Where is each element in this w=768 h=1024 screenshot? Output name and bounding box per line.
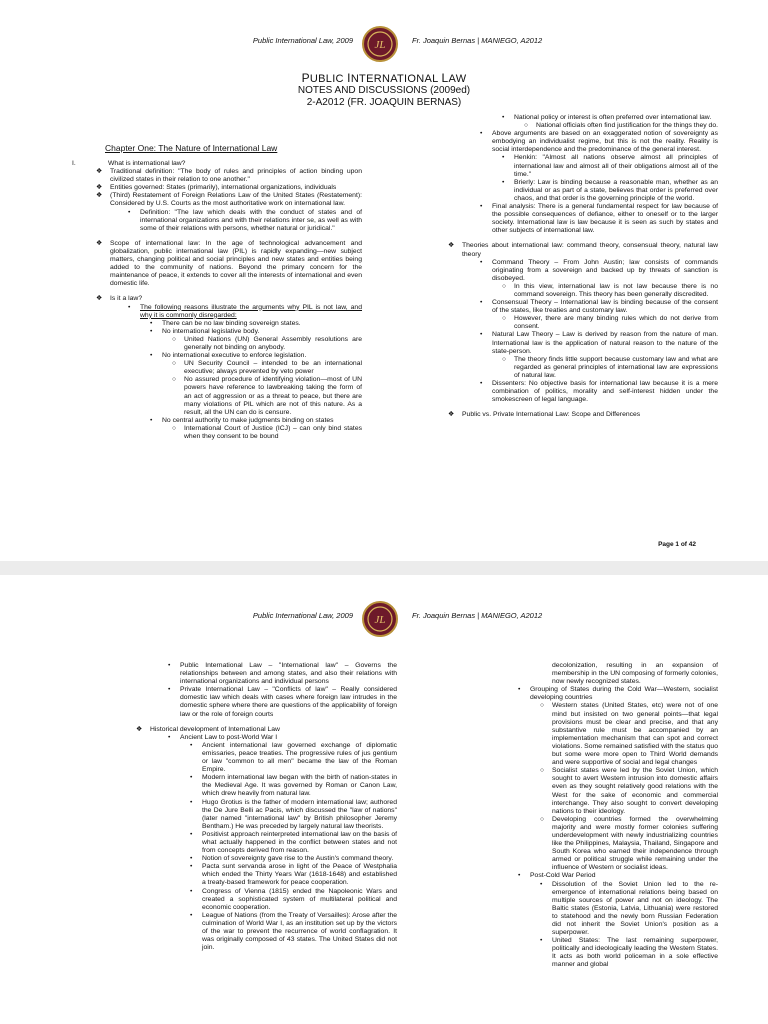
bullet-marker: • [128, 303, 131, 311]
outline-text: No international legislative body. [162, 327, 260, 335]
outline-text: No central authority to make judgments binding on states [162, 416, 334, 424]
outline-text: UN Security Council – intended to be an international executive; always prevented by veto power [184, 360, 362, 376]
outline-item [72, 376, 362, 416]
outline-item [72, 352, 362, 360]
bullet-marker: • [518, 686, 521, 694]
outline-text: Grouping of States during the Cold War—Western, socialist developing countries [530, 686, 718, 702]
bullet-marker: ❖ [448, 411, 455, 419]
outline-text: What is international law? [108, 160, 186, 167]
outline-text: Congress of Vienna (1815) ended the Napoleonic Wars and created a sophisticated system of multilateral political and economic cooperation. [202, 887, 397, 911]
page1-right-column [424, 114, 718, 419]
outline-item [424, 356, 718, 380]
bullet-marker: • [480, 331, 483, 339]
bullet-marker: ○ [540, 767, 545, 775]
bullet-marker: • [150, 319, 153, 327]
outline-item [72, 360, 362, 376]
bullet-marker: • [518, 872, 521, 880]
bullet-marker: • [190, 855, 193, 863]
outline-text: No assured procedure of identifying violation—most of UN powers have reference to lawbreaking taking the form of an act of aggression or as a threat to peace, but there are many violations of PIL which are not of this nature. As a result, all the UN can do is censure. [184, 376, 362, 416]
outline-item [72, 304, 362, 320]
outline-item [424, 154, 718, 178]
outline-text: In this view, international law is not law because there is no command sovereign. This theory has been generally discredited. [514, 282, 718, 298]
bullet-marker: • [540, 880, 543, 888]
chapter-heading: Chapter One: The Nature of International Law [105, 143, 278, 153]
outline-text: Henkin: "Almost all nations observe almost all principles of international law and almost all of their obligations almost all of the time." [514, 154, 718, 178]
outline-text: Brierly: Law is binding because a reasonable man, whether as an individual or as part of a state, believes that order is preferred over chaos, and that order is the governing principle of the world. [514, 178, 718, 202]
outline-item [112, 831, 397, 855]
spacer [112, 719, 397, 726]
outline-text: Hugo Grotius is the father of modern international law; authored the De Jure Belli ac Pacis, which discussed the "law of nations" (later named "international law" by British philosopher Jeremy Bentham.) He was preceded by largely natural law theorists. [202, 798, 397, 830]
outline-item [72, 336, 362, 352]
header-right: Fr. Joaquin Bernas | MANIEGO, A2012 [412, 611, 543, 620]
bullet-marker: • [190, 911, 193, 919]
outline-text: Definition: "The law which deals with the conduct of states and of international organizations and with their relations inter se, as well as with some of their relations with persons, whether natural or juridical." [140, 208, 362, 232]
outline-text: United States: The last remaining superpower, politically and ideologically leading the Western States. It acts as both world policeman in a sole effective manner and global [552, 937, 718, 969]
outline-text: Final analysis: There is a general fundamental respect for law because of the possible consequences of defiance, either to oneself or to the larger society. International law is law because it is seen as such by states and other subjects of international law. [492, 203, 718, 235]
outline-item [72, 209, 362, 233]
bullet-marker: ❖ [448, 242, 455, 250]
document-title [0, 71, 768, 109]
outline-text: National officials often find justification for the things they do. [536, 122, 718, 130]
outline-text: Socialist states were led by the Soviet Union, which sought to avert Western intrusion into domestic affairs even as they sought relatively good relations with the West for the sake of economic and commercial interchange. They also sought to convert developing nations to their ideology. [552, 767, 718, 815]
bullet-marker: ○ [502, 282, 507, 290]
bullet-marker: ○ [540, 815, 545, 823]
outline-item [424, 380, 718, 404]
outline-item [462, 816, 718, 873]
bullet-marker: ○ [172, 335, 177, 343]
outline-text: Natural Law Theory – Law is derived by reason from the nature of man. International law is the application of natural reason to the nature of the state-person. [492, 331, 718, 355]
outline-text: The following reasons illustrate the arguments why PIL is not law, and why it is commonly disregarded: [140, 303, 362, 319]
page-2 [0, 575, 768, 1024]
bullet-marker: • [502, 178, 505, 186]
outline-item [72, 168, 362, 184]
outline-text: Private International Law – "Conflicts of law" – Really considered domestic law which deals with cases where foreign law intrudes in the domestic sphere where there are questions of the applicability of foreign law or the role of foreign courts [180, 686, 397, 718]
outline-text: Consensual Theory – International law is binding because of the consent of the states, like treaties and customary law. [492, 299, 718, 315]
outline-item [424, 411, 718, 419]
bullet-marker: • [128, 208, 131, 216]
outline-text: Notion of sovereignty gave rise to the Austin's command theory. [202, 855, 394, 863]
school-seal-icon [362, 601, 398, 637]
outline-text: Western states (United States, etc) were not of one mind but insisted on two general points—that legal provisions must be clear and precise, and that any substantive rule must be accompanied by an implementation mechanism that can spot and correct violations. Some remained satisfied with the status quo but some were more open to Third World demands and were supportive of social and legal changes [552, 702, 718, 767]
outline-item [72, 320, 362, 328]
outline-text: The theory finds little support because customary law and what are regarded as general principles of international law are expressions of natural law. [514, 355, 718, 379]
outline-text: Historical development of International Law [150, 725, 280, 733]
outline-item [424, 331, 718, 355]
outline-text: There can be no law binding sovereign states. [162, 319, 301, 327]
outline-text: Entities governed: States (primarily), international organizations, individuals [110, 184, 337, 192]
outline-text: Modern international law began with the birth of nation-states in the Medieval Age. It was governed by Roman or Canon Law, which drew heavily from natural law. [202, 774, 397, 798]
spacer [424, 404, 718, 411]
bullet-marker: ○ [172, 424, 177, 432]
bullet-marker [540, 662, 552, 686]
spacer [424, 235, 718, 242]
bullet-marker: • [480, 258, 483, 266]
outline-text: Is it a law? [110, 295, 143, 303]
bullet-marker: • [502, 154, 505, 162]
outline-text: Traditional definition: "The body of rules and principles of action binding upon civilized states in their relation to one another." [110, 168, 362, 184]
page-header [0, 601, 768, 641]
outline-item [72, 417, 362, 425]
outline-item [462, 767, 718, 816]
bullet-marker: I. [72, 160, 76, 167]
bullet-marker: ○ [502, 315, 507, 323]
outline-text: National policy or interest is often preferred over international law. [514, 114, 712, 121]
bullet-marker: ○ [172, 376, 177, 384]
page2-right-column [462, 662, 718, 970]
bullet-marker: • [150, 416, 153, 424]
outline-item [112, 774, 397, 798]
outline-text: Public International Law – "International law" – Governs the relationships between and among states, and also their relations with international organizations and individual persons [180, 662, 397, 686]
outline-item [112, 686, 397, 718]
outline-item [462, 872, 718, 880]
bullet-marker: • [190, 887, 193, 895]
bullet-marker: • [168, 733, 171, 741]
bullet-marker: • [480, 203, 483, 211]
outline-item [72, 192, 362, 208]
outline-text: United Nations (UN) General Assembly resolutions are generally not binding on anybody. [184, 335, 362, 351]
bullet-marker: • [502, 114, 505, 121]
bullet-marker: • [480, 380, 483, 387]
outline-item [424, 242, 718, 258]
outline-item [112, 726, 397, 734]
outline-item [112, 734, 397, 742]
svg-text:JL: JL [374, 39, 386, 51]
school-seal-icon [362, 26, 398, 62]
outline-item [112, 863, 397, 887]
outline-item [462, 662, 718, 686]
page1-left-column [72, 160, 362, 441]
bullet-marker: • [190, 830, 193, 838]
bullet-marker: • [150, 327, 153, 335]
bullet-marker: • [540, 937, 543, 945]
outline-text: Dissolution of the Soviet Union led to the re-emergence of international relations being based on multiple sources of power and not on ideology. The Baltic states (Estonia, Latvia, Lithuania) were restored to statehood and the newly born Russian Federation did not inherit the Soviet Union's position as a superpower. [552, 880, 718, 937]
outline-item [72, 184, 362, 192]
outline-item [112, 855, 397, 863]
page-footer: Page 1 of 42 [658, 541, 696, 548]
bullet-marker: • [190, 798, 193, 806]
outline-text: decolonization, resulting in an expansion of membership in the UN composing of formerly colonies, now newly recognized states. [552, 662, 718, 686]
bullet-marker: ❖ [96, 192, 103, 200]
outline-item [424, 114, 718, 122]
bullet-marker: ○ [540, 702, 545, 710]
header-left: Public International Law, 2009 [252, 36, 353, 45]
svg-text:JL: JL [374, 614, 386, 626]
header-left: Public International Law, 2009 [252, 611, 353, 620]
outline-text: However, there are many binding rules which do not derive from consent. [514, 315, 718, 331]
bullet-marker: ❖ [136, 725, 143, 733]
page-gap [0, 561, 768, 575]
bullet-marker: • [480, 299, 483, 307]
header-right: Fr. Joaquin Bernas | MANIEGO, A2012 [412, 36, 543, 45]
outline-item [462, 881, 718, 938]
bullet-marker: • [168, 662, 171, 669]
outline-item [72, 160, 362, 168]
spacer [72, 233, 362, 240]
page-header [0, 26, 768, 66]
outline-text: Command Theory – From John Austin; law consists of commands originating from a sovereign and backed up by threats of sanction is disobeyed. [492, 258, 718, 282]
outline-item [424, 122, 718, 130]
outline-item [424, 259, 718, 283]
outline-item [424, 179, 718, 203]
outline-text: (Third) Restatement of Foreign Relations Law of the United States (Restatement): Considered by U.S. Courts as the most authoritative work on international law. [110, 192, 362, 208]
outline-text: Dissenters: No objective basis for international law because it is a mere combination of politics, morality and self-interest hidden under the smokescreen of legal language. [492, 380, 718, 404]
outline-text: Above arguments are based on an exaggerated notion of sovereignty as embodying an individualist regime, but this is not the reality. Reality is social interdependence and the predominance of the general interest. [492, 130, 718, 154]
outline-item [72, 328, 362, 336]
outline-item [112, 662, 397, 686]
outline-item [112, 799, 397, 831]
outline-item [424, 283, 718, 299]
outline-item [424, 130, 718, 154]
bullet-marker: • [168, 686, 171, 694]
bullet-marker: ❖ [96, 239, 103, 247]
outline-item [112, 742, 397, 774]
bullet-marker: ❖ [96, 184, 103, 192]
bullet-marker: ○ [502, 355, 507, 363]
bullet-marker: • [190, 741, 193, 749]
outline-text: Theories about international law: command theory, consensual theory, natural law theory [462, 242, 718, 258]
title-line-2: NOTES AND DISCUSSIONS (2009ed) [297, 85, 471, 96]
bullet-marker: ○ [172, 360, 177, 368]
bullet-marker: • [190, 863, 193, 871]
outline-item [112, 912, 397, 952]
outline-item [462, 702, 718, 767]
bullet-marker: • [150, 352, 153, 360]
outline-item [424, 299, 718, 315]
outline-text: No international executive to enforce legislation. [162, 352, 307, 360]
outline-text: Post-Cold War Period [530, 872, 596, 880]
outline-text: Pacta sunt servanda arose in light of the Peace of Westphalia which ended the Thirty Years War (1618-1648) and established a treaty-based framework for peace cooperation. [202, 863, 397, 887]
title-line-3: 2-A2012 (FR. JOAQUIN BERNAS) [306, 97, 462, 108]
outline-text: Developing countries formed the overwhelming majority and were mostly former colonies suffering underdevelopment with newly industrializing countries like the Philippines, Malaysia, Thailand, Singapore and South Korea who earned their independence through armed or political struggle while remaining under the influence of Western or socialist ideas. [552, 815, 718, 872]
outline-item [424, 315, 718, 331]
outline-text: Scope of international law: In the age of technological advancement and globalization, public international law (PIL) is rapidly expanding—new subject matters, changing political and social principles and new states and entities being added to the community of nations. Beyond the primary concern for the maintenance of peace, it extends to cover all the interests of international and even domestic life. [110, 239, 362, 288]
outline-text: Ancient international law governed exchange of diplomatic emissaries, peace treaties. The progressive rules of jus gentium or law "common to all men" became the law of the Roman Empire. [202, 741, 397, 774]
outline-item [72, 240, 362, 289]
outline-item [462, 686, 718, 702]
spacer [72, 288, 362, 295]
outline-text: International Court of Justice (ICJ) – can only bind states when they consent to be bound [184, 424, 362, 440]
outline-item [462, 937, 718, 969]
bullet-marker: ○ [524, 122, 529, 130]
outline-item [72, 295, 362, 303]
bullet-marker: ❖ [96, 295, 103, 303]
bullet-marker: ❖ [96, 168, 103, 176]
outline-item [424, 203, 718, 235]
title-line-1: PUBLIC INTERNATIONAL LAW [301, 71, 467, 85]
outline-text: Positivist approach reinterpreted international law on the basis of what actually happened in the conflict between states and not from concepts derived from reason. [202, 830, 397, 855]
outline-item [112, 888, 397, 912]
outline-text: Ancient Law to post-World War I [180, 733, 278, 741]
page2-left-column [112, 662, 397, 952]
bullet-marker: • [480, 130, 483, 138]
outline-item [72, 425, 362, 441]
outline-text: League of Nations (from the Treaty of Versailles): Arose after the culmination of World War I, as an institution set up by the victors of the war to prevent the recurrence of world conflagration. It was originally composed of 43 states. The United States did not join. [202, 911, 397, 952]
outline-text: Public vs. Private International Law: Scope and Differences [462, 411, 641, 419]
bullet-marker: • [190, 774, 193, 782]
